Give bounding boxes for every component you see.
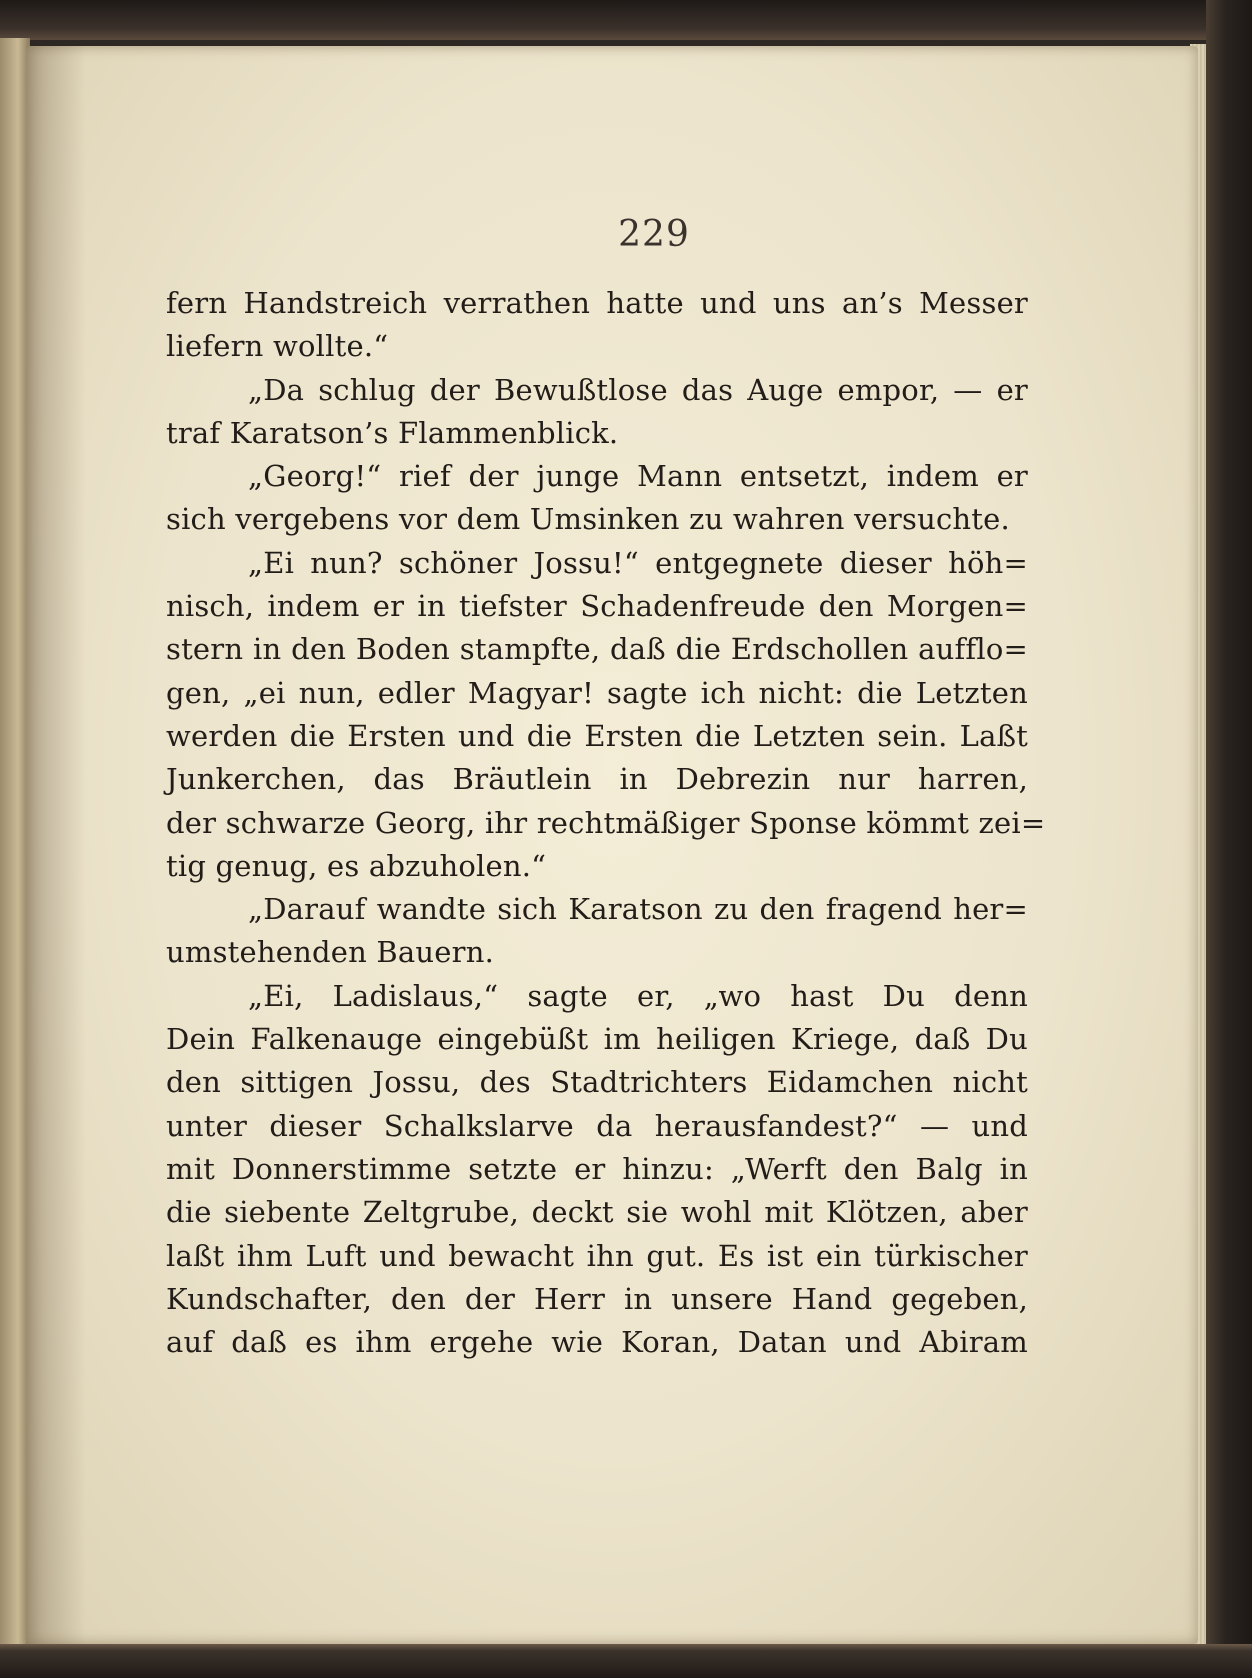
- text-line: den sittigen Jossu, des Stadtrichters Eidamchen nicht: [166, 1065, 1028, 1100]
- body-text: [166, 282, 1046, 1364]
- text-line: umstehenden Bauern.: [166, 935, 495, 970]
- text-line: der schwarze Georg, ihr rechtmäßiger Sponse kömmt zei=: [166, 805, 1046, 840]
- text-line: liefern wollte.“: [166, 329, 389, 364]
- page-number: 229: [618, 214, 690, 255]
- text-line: „Ei, Ladislaus,“ sagte er, „wo hast Du denn: [248, 978, 1028, 1013]
- text-line: stern in den Boden stampfte, daß die Erdschollen aufflo=: [166, 632, 1028, 667]
- text-line: „Georg!“ rief der junge Mann entsetzt, indem er: [248, 459, 1028, 494]
- text-line: Kundschafter, den der Herr in unsere Hand gegeben,: [166, 1281, 1028, 1316]
- text-line: Junkerchen, das Bräutlein in Debrezin nur harren,: [166, 762, 1028, 797]
- cover-edge-bottom: [0, 1644, 1252, 1678]
- text-line: „Ei nun? schöner Jossu!“ entgegnete dieser höh=: [248, 545, 1028, 580]
- book-page: [26, 46, 1198, 1644]
- text-line: fern Handstreich verrathen hatte und uns an’s Messer: [166, 286, 1028, 320]
- text-line: nisch, indem er in tiefster Schadenfreude den Morgen=: [166, 589, 1028, 624]
- text-line: laßt ihm Luft und bewacht ihn gut. Es ist ein türkischer: [166, 1238, 1028, 1273]
- text-line: auf daß es ihm ergehe wie Koran, Datan und Abiram: [166, 1325, 1028, 1360]
- text-line: traf Karatson’s Flammenblick.: [166, 415, 619, 450]
- text-line: „Darauf wandte sich Karatson zu den fragend her=: [248, 892, 1028, 927]
- text-line: sich vergebens vor dem Umsinken zu wahren versuchte.: [166, 502, 1010, 537]
- text-line: „Da schlug der Bewußtlose das Auge empor, — er: [248, 372, 1028, 407]
- text-line: Dein Falkenauge eingebüßt im heiligen Kriege, daß Du: [166, 1022, 1028, 1057]
- text-line: werden die Ersten und die Ersten die Letzten sein. Laßt: [166, 718, 1028, 753]
- text-line: tig genug, es abzuholen.“: [166, 848, 547, 883]
- cover-edge-top: [0, 0, 1252, 40]
- text-line: unter dieser Schalkslarve da herausfandest?“ — und: [166, 1108, 1028, 1143]
- text-line: mit Donnerstimme setzte er hinzu: „Werft den Balg in: [166, 1151, 1028, 1186]
- text-line: gen, „ei nun, edler Magyar! sagte ich nicht: die Letzten: [166, 675, 1028, 710]
- text-line: die siebente Zeltgrube, deckt sie wohl mit Klötzen, aber: [166, 1195, 1028, 1230]
